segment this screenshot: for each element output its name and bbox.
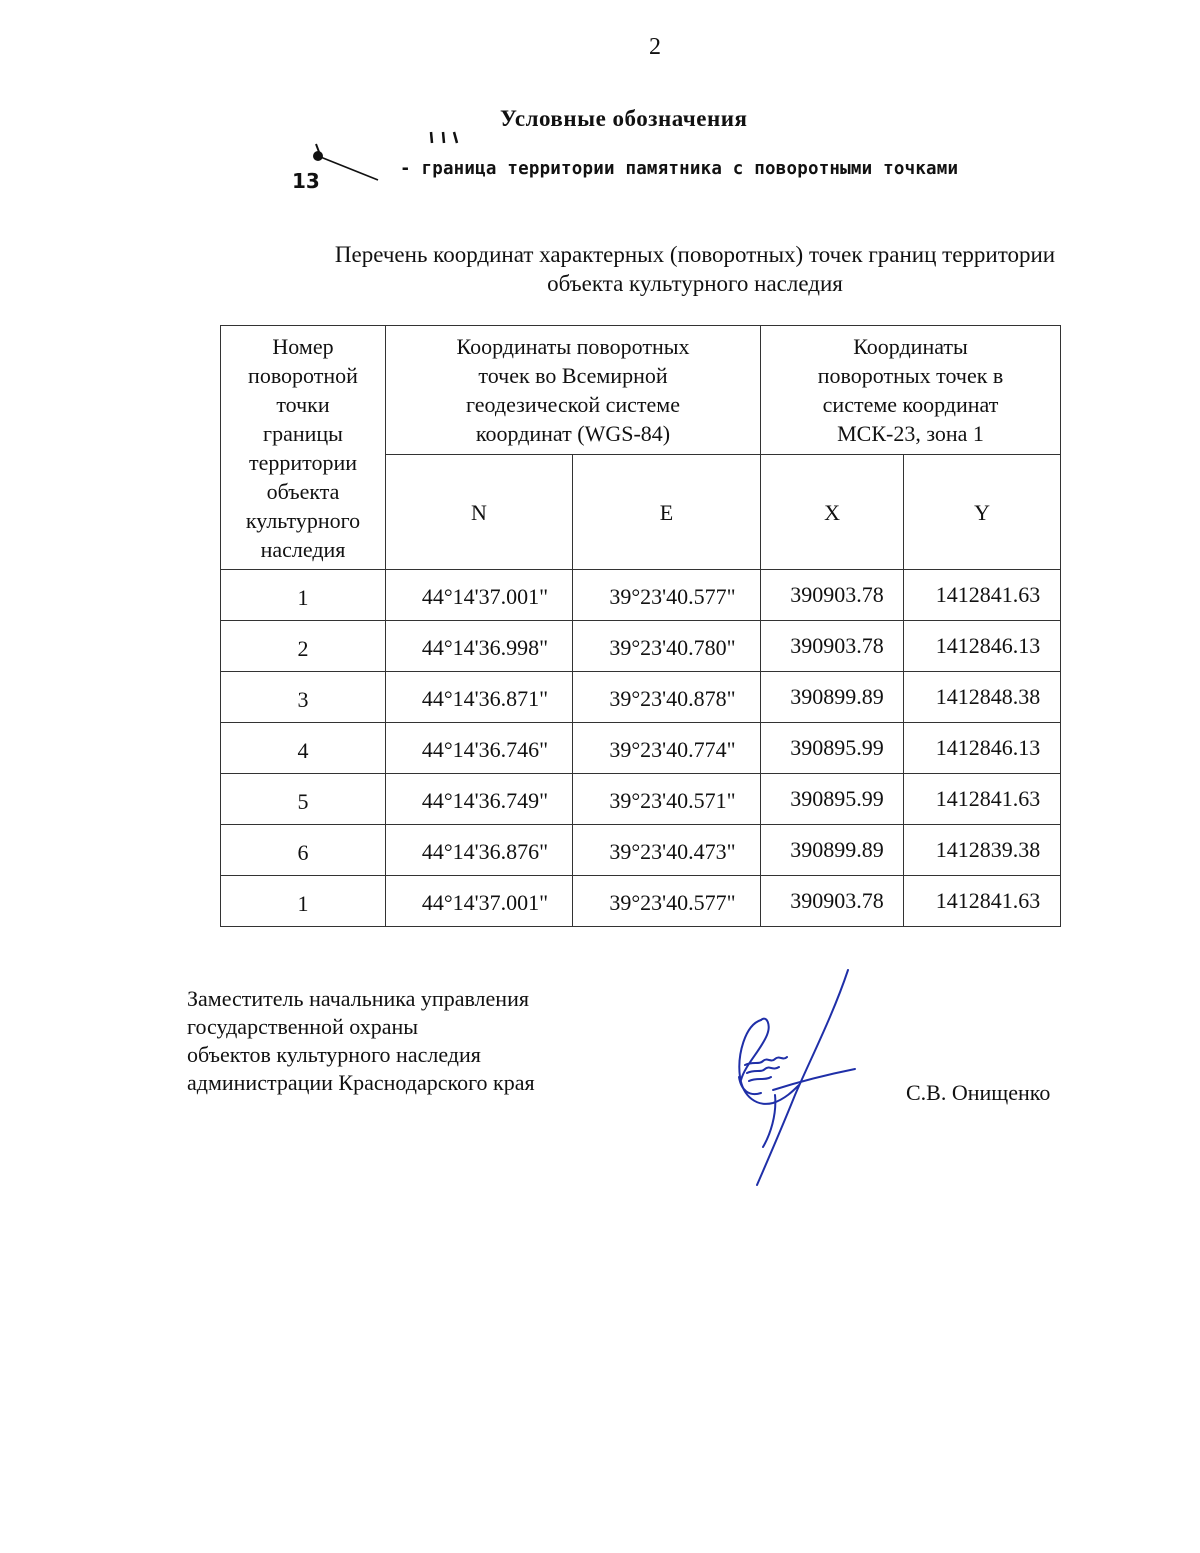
hatch-marks-icon: [425, 130, 485, 146]
boundary-line-symbol-icon: [290, 128, 400, 198]
signer-name: С.В. Онищенко: [906, 1080, 1051, 1105]
cell-e: 39°23'40.571": [573, 774, 761, 825]
header-x: X: [761, 455, 904, 570]
cell-x: 390899.89: [761, 672, 904, 723]
coordinates-list-title: [150, 240, 1200, 298]
cell-y: 1412846.13: [904, 621, 1061, 672]
cell-e: 39°23'40.577": [573, 876, 761, 927]
table-row: [221, 825, 1061, 876]
cell-point-number: 2: [221, 621, 386, 672]
cell-point-number: 1: [221, 876, 386, 927]
cell-e: 39°23'40.878": [573, 672, 761, 723]
cell-e: 39°23'40.774": [573, 723, 761, 774]
list-title-line: объекта культурного наследия: [547, 271, 843, 296]
cell-point-number: 3: [221, 672, 386, 723]
list-title-line: Перечень координат характерных (поворотных) точек границ территории: [334, 242, 1056, 267]
cell-n: 44°14'36.998": [386, 621, 573, 672]
legend-title: Условные обозначения: [500, 106, 748, 131]
cell-x: 390895.99: [761, 723, 904, 774]
legend-description: - граница территории памятника с поворотными точками: [400, 159, 959, 179]
signer-position: [187, 985, 535, 1097]
cell-n: 44°14'36.749": [386, 774, 573, 825]
cell-e: 39°23'40.780": [573, 621, 761, 672]
cell-x: 390903.78: [761, 621, 904, 672]
coordinates-table: [220, 325, 1061, 927]
signer-position-line: государственной охраны: [187, 1014, 419, 1039]
header-point-number: Номер поворотной точки границы территории объекта культурного наследия: [221, 326, 386, 570]
table-row: [221, 774, 1061, 825]
header-y: Y: [904, 455, 1061, 570]
cell-y: 1412841.63: [904, 876, 1061, 927]
cell-y: 1412839.38: [904, 825, 1061, 876]
handwritten-signature-icon: [715, 965, 865, 1190]
cell-e: 39°23'40.577": [573, 570, 761, 621]
cell-n: 44°14'36.876": [386, 825, 573, 876]
table-row: [221, 672, 1061, 723]
page-number: 2: [649, 34, 661, 60]
cell-y: 1412841.63: [904, 570, 1061, 621]
header-n: N: [386, 455, 573, 570]
table-row: [221, 723, 1061, 774]
header-wgs84: Координаты поворотных точек во Всемирной геодезической системе координат (WGS-84): [386, 326, 761, 455]
header-msk23: Координаты поворотных точек в системе координат МСК-23, зона 1: [761, 326, 1061, 455]
signer-position-line: объектов культурного наследия: [187, 1042, 481, 1067]
legend-row: [290, 128, 1050, 198]
header-e: E: [573, 455, 761, 570]
cell-y: 1412848.38: [904, 672, 1061, 723]
cell-x: 390899.89: [761, 825, 904, 876]
cell-n: 44°14'36.746": [386, 723, 573, 774]
cell-n: 44°14'36.871": [386, 672, 573, 723]
signer-position-line: Заместитель начальника управления: [187, 986, 529, 1011]
cell-y: 1412846.13: [904, 723, 1061, 774]
cell-point-number: 4: [221, 723, 386, 774]
table-row: [221, 876, 1061, 927]
cell-x: 390903.78: [761, 570, 904, 621]
cell-point-number: 5: [221, 774, 386, 825]
cell-n: 44°14'37.001": [386, 876, 573, 927]
cell-y: 1412841.63: [904, 774, 1061, 825]
cell-n: 44°14'37.001": [386, 570, 573, 621]
cell-x: 390903.78: [761, 876, 904, 927]
cell-point-number: 6: [221, 825, 386, 876]
table-row: [221, 570, 1061, 621]
table-row: [221, 621, 1061, 672]
cell-x: 390895.99: [761, 774, 904, 825]
cell-point-number: 1: [221, 570, 386, 621]
signer-position-line: администрации Краснодарского края: [187, 1070, 535, 1095]
legend-point-label: 13: [292, 169, 320, 193]
cell-e: 39°23'40.473": [573, 825, 761, 876]
